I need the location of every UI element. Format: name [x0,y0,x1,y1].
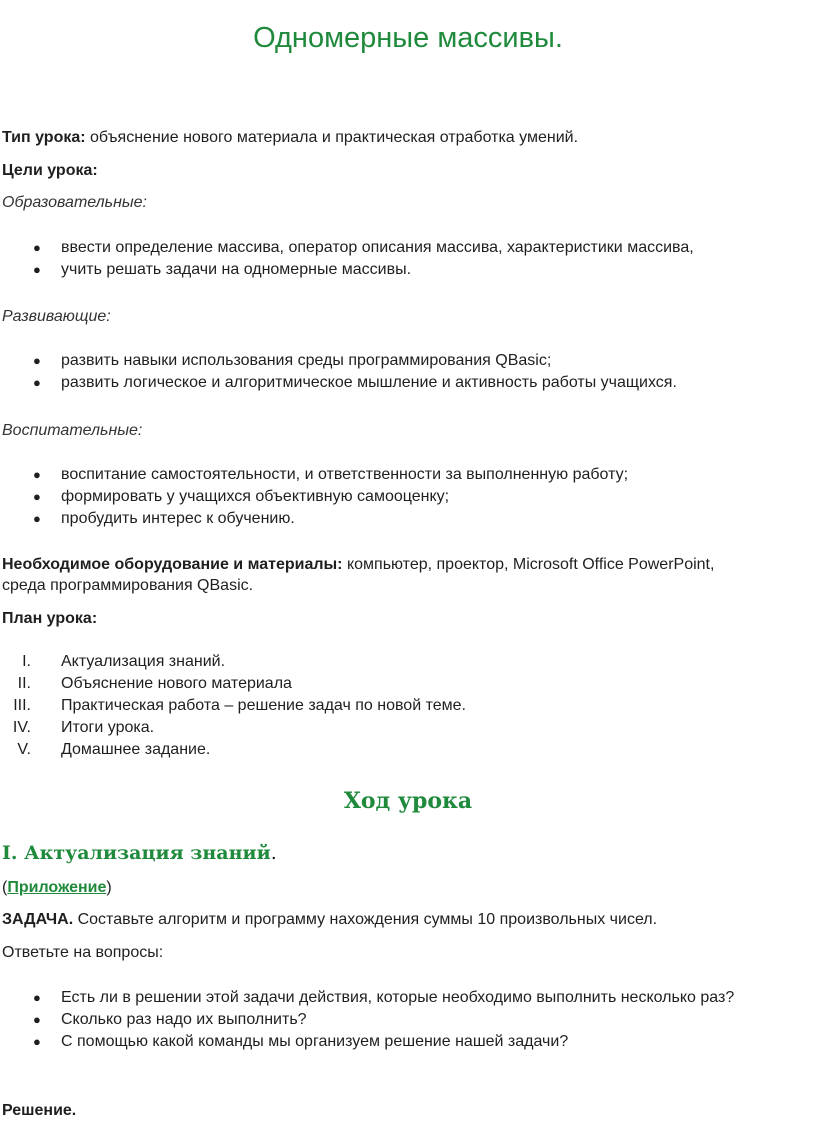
list-item: ● формировать у учащихся объективную самооценку; [0,486,628,508]
bullet-icon: ● [33,353,41,368]
list-item: ● воспитание самостоятельности, и ответственности за выполненную работу; [0,464,628,486]
bullet-icon: ● [33,1034,41,1049]
plan-item: V. Домашнее задание. [17,741,211,758]
list-item: ● учить решать задачи на одномерные массивы. [0,259,694,281]
answer-prompt: Ответьте на вопросы: [2,944,164,961]
task-text: Составьте алгоритм и программу нахождения суммы 10 произвольных чисел. [73,911,658,928]
developing-label: Развивающие: [2,308,111,325]
list-item: ● С помощью какой команды мы организуем решение нашей задачи? [0,1031,801,1053]
page-title: Одномерные массивы. [253,22,563,54]
task-line [2,910,657,930]
solution-label: Решение. [2,1102,77,1119]
appendix-link[interactable]: Приложение [7,879,107,896]
goals-label: Цели урока: [2,162,98,179]
plan-item: III. Практическая работа – решение задач по новой теме. [13,697,466,714]
list-item: ● развить логическое и алгоритмическое мышление и активность работы учащихся. [0,372,677,394]
equipment-line-2: среда программирования QBasic. [2,577,254,594]
list-item: ● Сколько раз надо их выполнить? [0,1009,801,1031]
bullet-icon: ● [33,262,41,277]
appendix-line: (Приложение) [2,879,112,896]
plan-item: I. Актуализация знаний. [22,653,226,670]
bullet-icon: ● [33,990,41,1005]
lesson-type-value: объяснение нового материала и практическая отработка умений. [85,129,579,146]
list-item: ● развить навыки использования среды программирования QBasic; [0,350,677,372]
plan-label: План урока: [2,610,98,627]
lesson-type-label: Тип урока: [2,129,86,146]
educational-label: Образовательные: [2,194,147,211]
plan-item: IV. Итоги урока. [12,719,155,736]
bullet-icon: ● [33,467,41,482]
upbringing-list [0,464,628,530]
course-heading: Ход урока [343,788,473,814]
bullet-icon: ● [33,489,41,504]
plan-item: II. Объяснение нового материала [17,675,292,692]
section-1-heading: I. Актуализация знаний. [2,842,277,864]
list-item: ● пробудить интерес к обучению. [0,508,628,530]
plan-list [0,651,466,761]
educational-list [0,237,694,281]
equipment-label: Необходимое оборудование и материалы: [2,556,343,573]
bullet-icon: ● [33,511,41,526]
bullet-icon: ● [33,1012,41,1027]
upbringing-label: Воспитательные: [2,422,143,439]
bullet-icon: ● [33,375,41,390]
task-label: ЗАДАЧА. [2,911,74,928]
lesson-type [2,128,578,148]
equipment-value: компьютер, проектор, Microsoft Office PowerPoint, [342,556,715,573]
questions-list [0,987,801,1053]
list-item: ● Есть ли в решении этой задачи действия, которые необходимо выполнить несколько раз? [0,987,801,1009]
bullet-icon: ● [33,240,41,255]
developing-list [0,350,677,394]
equipment-line-1 [2,555,714,575]
list-item: ● ввести определение массива, оператор описания массива, характеристики массива, [0,237,694,259]
